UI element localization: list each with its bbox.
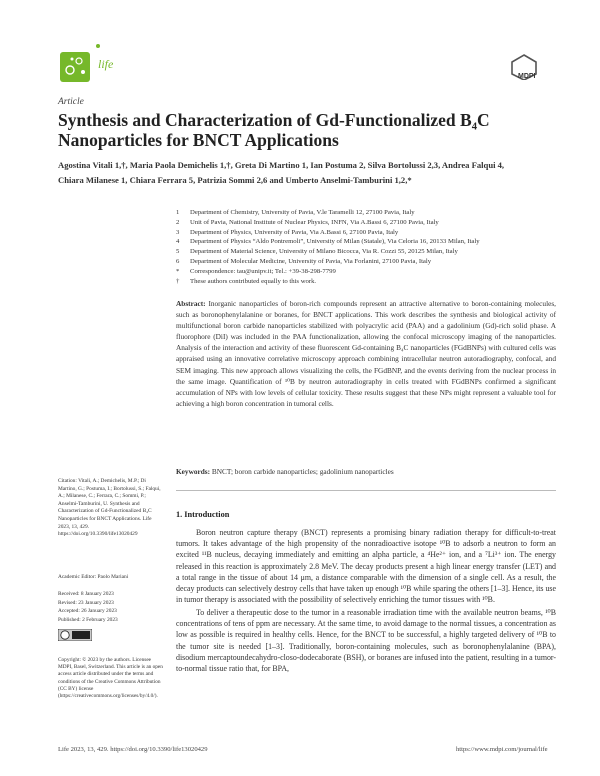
footer-journal-url[interactable]: https://www.mdpi.com/journal/life [456,746,548,753]
divider [176,490,556,491]
date-received: Received: 8 January 2023 [58,591,114,597]
body-paragraph: Boron neutron capture therapy (BNCT) represents a promising binary radiation therapy for difficult-to-treat tumors. It takes advantage of the high propensity of the nonradioactive isotope ¹⁰B to adsorb a neutron to form an excited ¹¹B nucleus, decaying immediately and emitting an alpha particle, a ⁴He²⁺ ion, and a ⁷Li³⁺ ion. The energy released in this reaction is approximately 2.8 MeV. The decay products present a high linear energy transfer (LET) and a total range in the tissue of about 14 μm, a distance comparable with the dimension of a single cell. As a result, the decay products can selectively destroy cells that have taken up enough ¹⁰B while sparing the others [1–3]. Hence, its use in tumor therapy is associated with the possibility of selectively enriching the tumor tissues with ¹⁰B. [176,528,556,605]
journal-name: life [98,57,114,71]
publisher-name: MDPI [518,73,536,80]
keywords [176,466,556,477]
publication-dates [58,590,164,624]
affiliation-item: 3 Department of Physics, University of Pavia, Via A.Bassi 6, 27100 Pavia, Italy [176,228,399,236]
citation-block: Citation: Vitali, A.; Demichelis, M.P.; Di Martino, G.; Postuma, I.; Bortolussi, S.; Falqui, A.; Milanese, C.; Ferrara, C.; Sommi, P.; Anselmi-Tamburini, U. Synthesis and Characterization of Gd-Functionalized B₄C Nanoparticles for BNCT Applications. Life 2023, 13, 429. https://doi.org/10.3390/life13020429 [58,478,161,538]
academic-editor: Academic Editor: Paolo Mariani [58,574,129,580]
article-type: Article [58,97,84,107]
affiliation-item: 4 Department of Physics “Aldo Pontremoli”, University of Milan (Statale), Via Celoria 16, 20133 Milan, Italy [176,238,480,246]
affiliation-item: 6 Department of Molecular Medicine, University of Pavia, Via Forlanini, 27100 Pavia, Italy [176,257,432,265]
affiliation-item: 1 Department of Chemistry, University of Pavia, V.le Taramelli 12, 27100 Pavia, Italy [176,209,415,216]
keywords-text: BNCT; boron carbide nanoparticles; gadolinium nanoparticles [211,467,394,476]
equal-contribution-note: † These authors contributed equally to this work. [176,277,317,285]
paper-title: Synthesis and Characterization of Gd-Functionalized B₄C Nanoparticles for BNCT Applications [58,110,490,150]
date-published: Published: 2 February 2023 [58,616,118,623]
affiliation-item: 5 Department of Material Science, University of Milano Bicocca, Via R. Cozzi 55, 20125 Milan, Italy [176,248,458,256]
affiliation-item: 2 Unit of Pavia, National Institute of Nuclear Physics, INFN, Via A.Bassi 6, 27100 Pavia, Italy [176,218,439,226]
abstract-text: Inorganic nanoparticles of boron-rich compounds represent an attractive alternative to boron-containing molecules, such as boronophenylalanine or boranes, for BNCT applications. This work describes the synthesis and biological activity of multifunctional boron carbide nanoparticles stabilized with polyacrylic acid (PAA) and a gadolinium (Gd)-rich solid phase. A fluorophore (DiI) was included in the PAA functionalization, allowing the confocal microscopy imaging of the nanoparticles. Analysis of the interaction and activity of these fluorescent Gd-containing B₄C nanoparticles (FGdBNPs) with cultured cells was appraised using an innovative correlative microscopy approach combining intracellular neutron autoradiography, confocal, and SEM imaging. This new approach allows visualizing the cells, the FGdBNP, and the events deriving from the nuclear process in the same image. Quantification of ¹⁰B by neutron autoradiography in cells treated with FGdBNPs confirmed a significant accumulation of NPs with low levels of cellular toxicity. These results suggest that these NPs might represent a valuable tool for achieving a high boron concentration in tumoral cells. [176,299,556,408]
body-paragraph: To deliver a therapeutic dose to the tumor in a reasonable irradiation time with the available neutron beams, ¹⁰B concentrations of tens of ppm are necessary. At the same time, to avoid damage to the normal tissues, a concentration as low as possible is required in healthy cells. Hence, for the BNCT to be successful, a highly targeted delivery of ¹⁰B to the tumor site is needed [1–3]. Traditionally, boron-containing molecules, such as boronophenylalanine (BPA), disodium mercaptoundecahydro-closo-dodecaborate (BSH), or boranes are infused into the patient, resulting in a tumor-to-normal tissue ratio that, for BPA, [176,608,556,674]
copyright-notice: Copyright: © 2023 by the authors. Licensee MDPI, Basel, Switzerland. This article is an open access article distributed under the terms and conditions of the Creative Commons Attribution (CC BY) license (https://creativecommons.org/licenses/by/4.0/). [58,657,163,700]
abstract [176,298,556,409]
date-revised: Revised: 23 January 2023 [58,599,114,606]
correspondence: * Correspondence: tau@unipv.it; Tel.: +39-38-298-7799 [176,267,336,275]
footer-citation: Life 2023, 13, 429. https://doi.org/10.3390/life13020429 [58,746,208,753]
author-list: Agostina Vitali 1,†, Maria Paola Demichelis 1,†, Greta Di Martino 1, Ian Postuma 2, Silva Bortolussi 2,3, Andrea Falqui 4, Chiara Milanese 1, Chiara Ferrara 5, Patrizia Sommi 2,6 and Umberto Anselmi-Tamburini 1,2,* [58,160,505,185]
affiliations [176,208,556,286]
abstract-label: Abstract: [176,299,206,308]
keywords-label: Keywords: [176,467,211,476]
cc-by-license-icon[interactable] [58,629,92,641]
date-accepted: Accepted: 26 January 2023 [58,608,117,615]
section-heading: 1. Introduction [176,510,230,519]
